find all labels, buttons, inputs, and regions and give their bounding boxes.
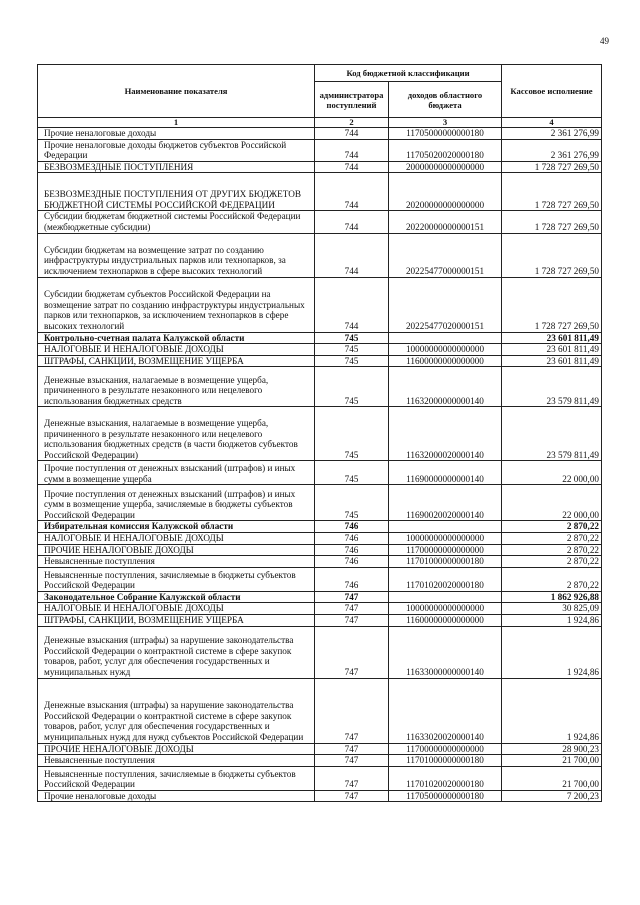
row-amount: 1 728 727 269,50 xyxy=(502,161,602,173)
table-row xyxy=(38,485,602,521)
row-name: Контрольно-счетная палата Калужской области xyxy=(38,332,315,344)
row-name: Субсидии бюджетам бюджетной системы Российской Федерации (межбюджетные субсидии) xyxy=(38,211,315,233)
row-admin-code: 744 xyxy=(315,161,389,173)
row-admin-code: 744 xyxy=(315,173,389,211)
header-income-code: доходов областного бюджета xyxy=(389,82,502,118)
row-name: ПРОЧИЕ НЕНАЛОГОВЫЕ ДОХОДЫ xyxy=(38,743,315,755)
row-admin-code: 745 xyxy=(315,461,389,485)
row-income-code: 11600000000000000 xyxy=(389,355,502,367)
table-row xyxy=(38,591,602,603)
row-name: Прочие неналоговые доходы xyxy=(38,128,315,140)
row-admin-code: 744 xyxy=(315,128,389,140)
row-income-code: 11700000000000000 xyxy=(389,544,502,556)
row-admin-code: 746 xyxy=(315,567,389,591)
budget-report-table xyxy=(37,64,602,802)
table-row xyxy=(38,128,602,140)
row-admin-code: 747 xyxy=(315,790,389,802)
row-name: НАЛОГОВЫЕ И НЕНАЛОГОВЫЕ ДОХОДЫ xyxy=(38,603,315,615)
row-amount: 2 870,22 xyxy=(502,544,602,556)
row-income-code: 11690020020000140 xyxy=(389,485,502,521)
row-income-code: 10000000000000000 xyxy=(389,603,502,615)
table-row xyxy=(38,603,602,615)
row-name: Невыясненные поступления xyxy=(38,556,315,568)
row-income-code xyxy=(389,521,502,533)
row-admin-code: 746 xyxy=(315,521,389,533)
row-name: Денежные взыскания (штрафы) за нарушение законодательства Российской Федерации о контрактной системе в сфере закупок товаров, работ, услуг для обеспечения государственных и муниципальных нужд для нужд субъектов Российской Федерации xyxy=(38,678,315,743)
row-amount: 1 924,86 xyxy=(502,678,602,743)
table-row xyxy=(38,614,602,626)
row-name: ПРОЧИЕ НЕНАЛОГОВЫЕ ДОХОДЫ xyxy=(38,544,315,556)
header-name: Наименование показателя xyxy=(38,65,315,118)
row-name: Денежные взыскания, налагаемые в возмещение ущерба, причиненного в результате незаконного или нецелевого использования бюджетных средств xyxy=(38,367,315,407)
row-admin-code: 746 xyxy=(315,532,389,544)
row-income-code: 11632000000000140 xyxy=(389,367,502,407)
row-admin-code: 744 xyxy=(315,233,389,277)
row-income-code: 11705000000000180 xyxy=(389,128,502,140)
header-admin-code: администратора поступлений xyxy=(315,82,389,118)
row-amount: 1 728 727 269,50 xyxy=(502,173,602,211)
table-row xyxy=(38,678,602,743)
row-amount: 21 700,00 xyxy=(502,766,602,790)
row-amount: 2 361 276,99 xyxy=(502,139,602,161)
row-income-code: 11705020020000180 xyxy=(389,139,502,161)
row-name: Законодательное Собрание Калужской области xyxy=(38,591,315,603)
row-income-code: 11701020020000180 xyxy=(389,567,502,591)
row-name: Субсидии бюджетам субъектов Российской Федерации на возмещение затрат по созданию инфраструктуры индустриальных парков или технопарков, за исключением технопарков в сфере высоких технологий xyxy=(38,277,315,332)
table-row xyxy=(38,567,602,591)
row-amount: 1 924,86 xyxy=(502,614,602,626)
row-admin-code: 746 xyxy=(315,544,389,556)
row-admin-code: 745 xyxy=(315,485,389,521)
row-amount: 2 870,22 xyxy=(502,532,602,544)
row-amount: 23 579 811,49 xyxy=(502,367,602,407)
row-admin-code: 747 xyxy=(315,603,389,615)
column-number: 1 xyxy=(38,118,315,128)
header-classification-group: Код бюджетной классификации xyxy=(315,65,502,82)
table-row xyxy=(38,344,602,356)
row-income-code: 10000000000000000 xyxy=(389,532,502,544)
table-row xyxy=(38,461,602,485)
row-admin-code: 745 xyxy=(315,367,389,407)
row-income-code: 11705000000000180 xyxy=(389,790,502,802)
row-name: НАЛОГОВЫЕ И НЕНАЛОГОВЫЕ ДОХОДЫ xyxy=(38,532,315,544)
column-number: 3 xyxy=(389,118,502,128)
row-amount: 2 870,22 xyxy=(502,567,602,591)
row-income-code: 11600000000000000 xyxy=(389,614,502,626)
table-row xyxy=(38,556,602,568)
row-admin-code: 747 xyxy=(315,626,389,678)
row-amount: 30 825,09 xyxy=(502,603,602,615)
row-name: Прочие поступления от денежных взысканий (штрафов) и иных сумм в возмещение ущерба, зачисляемые в бюджеты субъектов Российской Федерации xyxy=(38,485,315,521)
table-row xyxy=(38,743,602,755)
row-admin-code: 747 xyxy=(315,743,389,755)
row-name: Избирательная комиссия Калужской области xyxy=(38,521,315,533)
table-row xyxy=(38,211,602,233)
row-admin-code: 745 xyxy=(315,332,389,344)
table-row xyxy=(38,355,602,367)
row-income-code xyxy=(389,591,502,603)
row-name: Прочие поступления от денежных взысканий (штрафов) и иных сумм в возмещение ущерба xyxy=(38,461,315,485)
table-row xyxy=(38,407,602,461)
row-income-code: 11633020020000140 xyxy=(389,678,502,743)
row-income-code: 11701000000000180 xyxy=(389,755,502,767)
row-name: ШТРАФЫ, САНКЦИИ, ВОЗМЕЩЕНИЕ УЩЕРБА xyxy=(38,614,315,626)
row-amount: 23 601 811,49 xyxy=(502,332,602,344)
row-name: Прочие неналоговые доходы xyxy=(38,790,315,802)
header-execution: Кассовое исполнение xyxy=(502,65,602,118)
row-amount: 22 000,00 xyxy=(502,461,602,485)
row-income-code: 11700000000000000 xyxy=(389,743,502,755)
row-amount: 22 000,00 xyxy=(502,485,602,521)
row-amount: 2 361 276,99 xyxy=(502,128,602,140)
column-number: 2 xyxy=(315,118,389,128)
table-row xyxy=(38,521,602,533)
row-name: Прочие неналоговые доходы бюджетов субъектов Российской Федерации xyxy=(38,139,315,161)
table-row xyxy=(38,790,602,802)
table-row xyxy=(38,277,602,332)
row-admin-code: 744 xyxy=(315,211,389,233)
table-row xyxy=(38,755,602,767)
report-body xyxy=(38,128,602,802)
row-name: Невыясненные поступления, зачисляемые в бюджеты субъектов Российской Федерации xyxy=(38,567,315,591)
row-income-code: 11701020020000180 xyxy=(389,766,502,790)
row-income-code: 20200000000000000 xyxy=(389,173,502,211)
row-admin-code: 745 xyxy=(315,344,389,356)
row-name: БЕЗВОЗМЕЗДНЫЕ ПОСТУПЛЕНИЯ ОТ ДРУГИХ БЮДЖЕТОВ БЮДЖЕТНОЙ СИСТЕМЫ РОССИЙСКОЙ ФЕДЕРАЦИИ xyxy=(38,173,315,211)
table-row xyxy=(38,626,602,678)
row-income-code: 20225477020000151 xyxy=(389,277,502,332)
row-amount: 23 601 811,49 xyxy=(502,355,602,367)
row-amount: 1 728 727 269,50 xyxy=(502,233,602,277)
row-income-code xyxy=(389,332,502,344)
page-number: 49 xyxy=(600,36,609,46)
row-amount: 2 870,22 xyxy=(502,521,602,533)
row-admin-code: 744 xyxy=(315,277,389,332)
row-amount: 1 862 926,88 xyxy=(502,591,602,603)
row-name: Денежные взыскания, налагаемые в возмещение ущерба, причиненного в результате незаконного или нецелевого использования бюджетных средств (в части бюджетов субъектов Российской Федерации) xyxy=(38,407,315,461)
row-admin-code: 747 xyxy=(315,755,389,767)
row-name: Субсидии бюджетам на возмещение затрат по созданию инфраструктуры индустриальных парков или технопарков, за исключением технопарков в сфере высоких технологий xyxy=(38,233,315,277)
row-amount: 7 200,23 xyxy=(502,790,602,802)
row-amount: 21 700,00 xyxy=(502,755,602,767)
row-amount: 23 579 811,49 xyxy=(502,407,602,461)
table-row xyxy=(38,332,602,344)
row-name: НАЛОГОВЫЕ И НЕНАЛОГОВЫЕ ДОХОДЫ xyxy=(38,344,315,356)
row-admin-code: 746 xyxy=(315,556,389,568)
row-income-code: 20225477000000151 xyxy=(389,233,502,277)
row-admin-code: 747 xyxy=(315,766,389,790)
row-amount: 1 924,86 xyxy=(502,626,602,678)
row-income-code: 11701000000000180 xyxy=(389,556,502,568)
table-row xyxy=(38,233,602,277)
table-row xyxy=(38,161,602,173)
row-income-code: 11632000020000140 xyxy=(389,407,502,461)
row-income-code: 11633000000000140 xyxy=(389,626,502,678)
row-name: Денежные взыскания (штрафы) за нарушение законодательства Российской Федерации о контрактной системе в сфере закупок товаров, работ, услуг для обеспечения государственных и муниципальных нужд xyxy=(38,626,315,678)
row-amount: 28 900,23 xyxy=(502,743,602,755)
row-amount: 23 601 811,49 xyxy=(502,344,602,356)
row-name: Невыясненные поступления, зачисляемые в бюджеты субъектов Российской Федерации xyxy=(38,766,315,790)
row-amount: 2 870,22 xyxy=(502,556,602,568)
table-row xyxy=(38,139,602,161)
row-admin-code: 745 xyxy=(315,407,389,461)
table-row xyxy=(38,173,602,211)
row-income-code: 20000000000000000 xyxy=(389,161,502,173)
row-name: ШТРАФЫ, САНКЦИИ, ВОЗМЕЩЕНИЕ УЩЕРБА xyxy=(38,355,315,367)
row-name: БЕЗВОЗМЕЗДНЫЕ ПОСТУПЛЕНИЯ xyxy=(38,161,315,173)
row-admin-code: 747 xyxy=(315,614,389,626)
row-income-code: 20220000000000151 xyxy=(389,211,502,233)
row-admin-code: 747 xyxy=(315,591,389,603)
row-admin-code: 744 xyxy=(315,139,389,161)
row-name: Невыясненные поступления xyxy=(38,755,315,767)
column-number: 4 xyxy=(502,118,602,128)
row-admin-code: 745 xyxy=(315,355,389,367)
row-income-code: 10000000000000000 xyxy=(389,344,502,356)
table-row xyxy=(38,367,602,407)
row-income-code: 11690000000000140 xyxy=(389,461,502,485)
row-admin-code: 747 xyxy=(315,678,389,743)
table-row xyxy=(38,766,602,790)
row-amount: 1 728 727 269,50 xyxy=(502,277,602,332)
row-amount: 1 728 727 269,50 xyxy=(502,211,602,233)
table-row xyxy=(38,544,602,556)
table-row xyxy=(38,532,602,544)
